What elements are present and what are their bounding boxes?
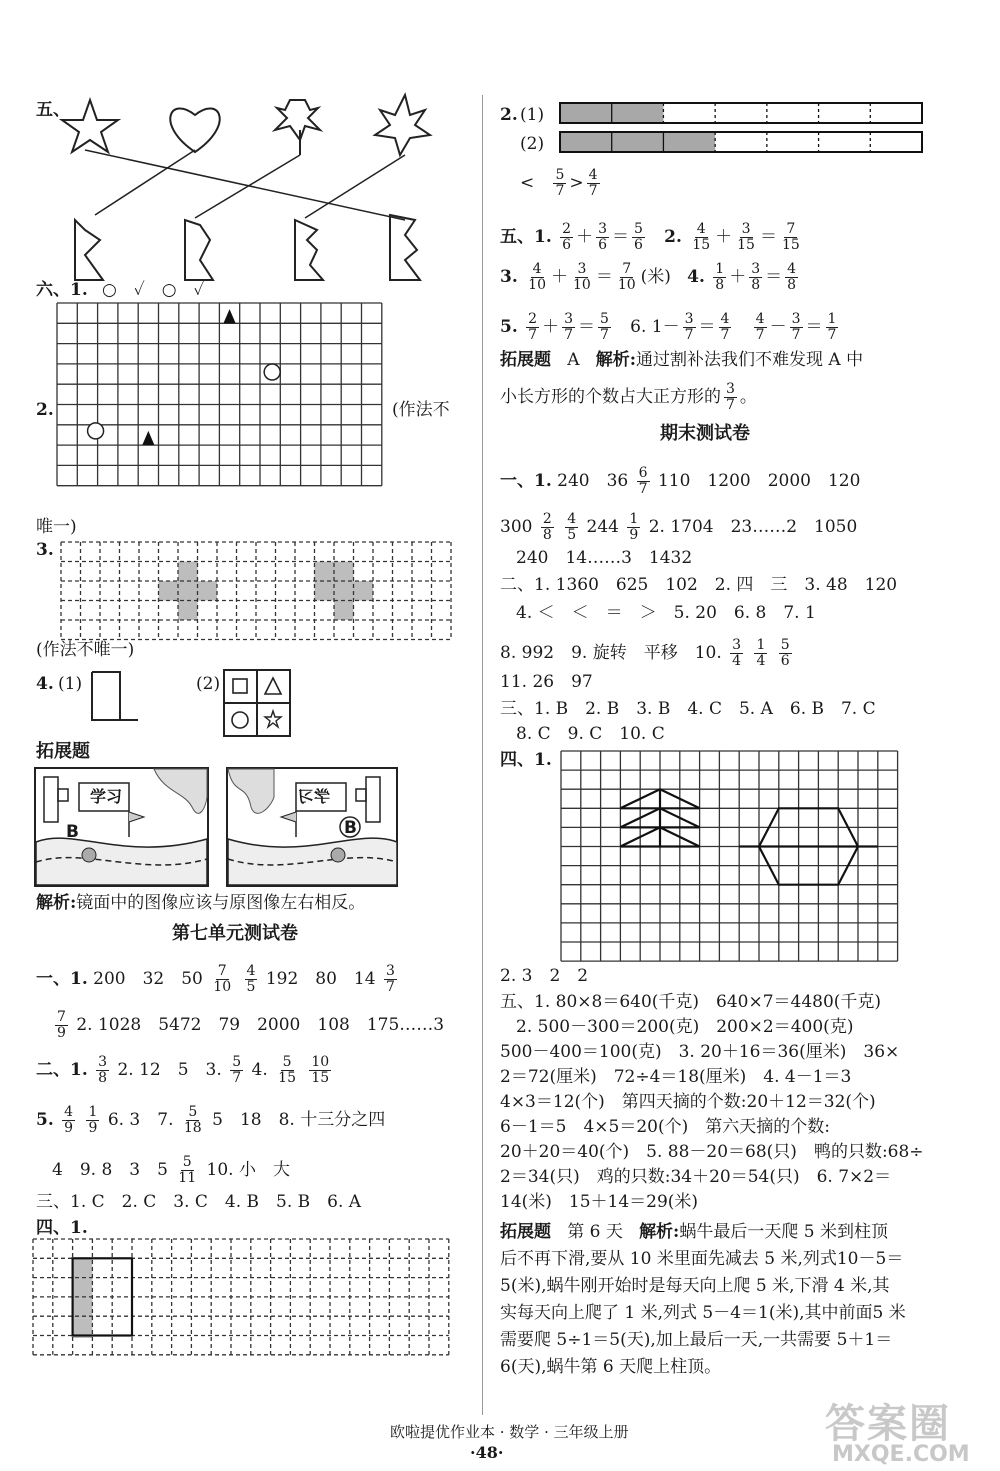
fraction: $\frac{1}{8}$ xyxy=(715,261,725,293)
shaded-cell xyxy=(178,562,198,582)
section-5-label: 五、 xyxy=(36,100,70,120)
shaded-cell xyxy=(198,581,218,601)
watermark-logo: 答案圈 xyxy=(825,1401,951,1447)
fraction: $\frac{4}{8}$ xyxy=(787,261,797,293)
mirror-picture-original xyxy=(34,767,209,887)
u7-row6: 三、1. C 2. C 3. C 4. B 5. B 6. A xyxy=(36,1192,362,1212)
fraction: $\frac{3}{7}$ xyxy=(726,381,735,413)
half-star-shape xyxy=(75,220,103,280)
final-s5-line: 五、1. 80×8＝640(千克) 640×7＝4480(千克) xyxy=(500,992,882,1012)
u7-row3 xyxy=(36,1055,334,1086)
fraction: $\frac{3}{7}$ xyxy=(791,311,801,343)
u7-row2 xyxy=(52,1010,444,1041)
half-heart-shape xyxy=(185,220,213,280)
q2-bar-1 xyxy=(558,101,924,125)
q6-2-grid xyxy=(56,302,386,487)
f-row2: 300 $\frac{2}{8}$ $\frac{4}{5}$ 244 $\frac{1}{9}$ 2. 1704 23……2 1050 xyxy=(500,511,858,543)
fraction: $\frac{2}{6}$ xyxy=(562,221,572,253)
q6-3-note: (作法不唯一) xyxy=(36,640,135,660)
triangle-symbol xyxy=(265,678,281,694)
r-s5-row2: 3. $\frac{4}{10}$ ＋ $\frac{3}{10}$ ＝ $\frac{7}{10}$ (米) 4. $\frac{1}{8}$ ＋ $\frac{3}{8}$ ＝ $\frac{4}{8}$ xyxy=(500,261,797,293)
f-row8: 三、1. B 2. B 3. B 4. C 5. A 6. B 7. C xyxy=(500,699,876,719)
fraction: $\frac{7}{10}$ xyxy=(617,261,636,293)
triangle-mark xyxy=(223,309,235,323)
fraction: $\frac{6}{7}$ xyxy=(638,465,648,497)
fraction: $\frac{3}{7}$ xyxy=(564,311,573,343)
fraction: $\frac{1}{9}$ xyxy=(629,511,639,543)
circle-mark xyxy=(88,423,104,439)
half-leaf-shape xyxy=(390,215,420,280)
mirror-picture-reflected xyxy=(226,767,398,887)
footer-page: ·48· xyxy=(470,1443,504,1462)
fraction: $\frac{1}{7}$ xyxy=(827,311,837,343)
match-line xyxy=(95,150,195,215)
watermark-site: MXQE.COM xyxy=(832,1442,970,1467)
u7-grid xyxy=(32,1238,457,1358)
sign-text-right: 学习 xyxy=(298,787,331,806)
final-s5-line: 14(米) 15＋14＝29(米) xyxy=(500,1192,699,1212)
fraction: $\frac{3}{15}$ xyxy=(737,221,755,253)
section-6-label: 六、1. xyxy=(36,280,88,300)
fraction: $\frac{3}{8}$ xyxy=(751,261,761,293)
q2-compare: < $\frac{5}{7}$ > $\frac{4}{7}$ xyxy=(520,167,598,199)
shaded-cell xyxy=(73,1298,93,1318)
letter-b-left: B xyxy=(66,822,79,842)
fraction: $\frac{4}{10}$ xyxy=(528,261,546,293)
q6-4-rect-figure xyxy=(90,670,140,722)
r-ext-row1: 拓展题 A 解析:通过割补法我们不难发现 A 中 xyxy=(500,350,864,370)
u7-row3-mid2: 4. xyxy=(251,1060,268,1080)
final-ext-line: 需要爬 5÷1＝5(天),加上最后一天,一共需要 5＋1＝ xyxy=(500,1330,893,1350)
shaded-cell xyxy=(334,562,354,582)
star-shape xyxy=(62,100,118,152)
f-row10: 四、1. xyxy=(500,750,552,770)
shaded-cell xyxy=(178,581,198,601)
q2-part2: (2) xyxy=(520,134,545,154)
u7-row3-mid: 2. 12 5 3. xyxy=(117,1060,222,1080)
fraction: $\frac{5}{7}$ xyxy=(232,1054,242,1086)
analysis-left xyxy=(36,893,365,913)
q6-4-part1: (1) xyxy=(58,674,83,694)
fraction: $\frac{2}{7}$ xyxy=(528,311,538,343)
section-6-marks: ○ ✓ ○ ✓ xyxy=(102,280,205,300)
fraction: $\frac{1}{9}$ xyxy=(88,1104,98,1136)
footer-book: 欧啦提优作业本 · 数学 · 三年级上册 xyxy=(390,1423,629,1441)
f-row4: 二、1. 1360 625 102 2. 四 三 3. 48 120 xyxy=(500,575,898,595)
analysis-label: 解析: xyxy=(36,893,77,913)
analysis-text: 镜面中的图像应该与原图像左右相反。 xyxy=(76,893,366,913)
fraction: $\frac{3}{4}$ xyxy=(732,637,742,669)
q6-4-symbol-grid xyxy=(222,668,292,738)
final-s5-line: 2＝34(只) 鸡的只数:34＋20＝54(只) 6. 7×2＝ xyxy=(500,1167,892,1187)
q6-2-note-b: 唯一) xyxy=(36,517,77,537)
fraction: $\frac{3}{10}$ xyxy=(572,261,591,293)
fraction: $\frac{2}{8}$ xyxy=(542,511,552,543)
u7-row3-prefix: 二、1. xyxy=(36,1060,88,1080)
sign-text-left: 学习 xyxy=(90,787,123,806)
fraction: $\frac{4}{9}$ xyxy=(64,1104,74,1136)
q6-3-label: 3. xyxy=(36,540,54,560)
q2-part1: (1) xyxy=(520,105,545,125)
fraction: $\frac{4}{7}$ xyxy=(720,311,730,343)
u7-row5 xyxy=(52,1155,290,1186)
f-row5: 4. ＜ ＜ ＝ ＞ 5. 20 6. 8 7. 1 xyxy=(516,603,816,623)
final-exam-title: 期末测试卷 xyxy=(660,423,750,444)
unit7-title: 第七单元测试卷 xyxy=(172,923,298,944)
fraction: $\frac{10}{15}$ xyxy=(311,1054,330,1086)
letter-b-right: B xyxy=(344,818,357,838)
fraction: $\frac{5}{11}$ xyxy=(178,1154,197,1186)
heart-shape xyxy=(170,108,219,152)
q6-4-part2: (2) xyxy=(196,674,221,694)
shaded-part xyxy=(560,132,715,152)
f-row6: 8. 992 9. 旋转 平移 10. $\frac{3}{4}$ $\frac{1}{4}$ $\frac{5}{6}$ xyxy=(500,637,790,669)
u7-row5-tail: 10. 小 大 xyxy=(206,1160,290,1180)
u7-row4-tail: 5 18 8. 十三分之四 xyxy=(212,1110,386,1130)
u7-row1 xyxy=(36,964,400,995)
q6-4-label: 4. xyxy=(36,674,54,694)
u7-row1-values2: 192 80 14 xyxy=(265,969,376,989)
ext-title-left: 拓展题 xyxy=(36,741,90,762)
fraction: $\frac{5}{6}$ xyxy=(780,637,790,669)
fraction: $\frac{3}{8}$ xyxy=(98,1054,108,1086)
shaded-cell xyxy=(73,1279,93,1299)
final-ext-line: 6(天),蜗牛第 6 天爬上柱顶。 xyxy=(500,1357,722,1377)
matching-figure xyxy=(55,90,455,295)
u7-row4-mid: 6. 3 7. xyxy=(107,1110,174,1130)
fraction: $\frac{4}{7}$ xyxy=(755,311,765,343)
shaded-cell xyxy=(334,581,354,601)
q6-2-label: 2. xyxy=(36,400,54,420)
fraction: $\frac{4}{5}$ xyxy=(246,963,256,995)
u7-row4 xyxy=(36,1105,385,1136)
triangle-mark xyxy=(142,431,154,445)
fraction: $\frac{3}{6}$ xyxy=(598,221,607,253)
shaded-cell xyxy=(73,1259,93,1279)
shaded-cell xyxy=(159,581,179,601)
fraction: $\frac{4}{15}$ xyxy=(692,221,711,253)
star-symbol xyxy=(265,711,281,727)
match-line xyxy=(195,155,300,218)
final-s5-line: 4×3＝12(个) 第四天摘的个数:20＋12＝32(个) xyxy=(500,1092,876,1112)
final-ext-line: 实每天向上爬了 1 米,列式 5－4＝1(米),其中前面5 米 xyxy=(500,1303,906,1323)
fraction: $\frac{5}{7}$ xyxy=(600,311,609,343)
square-symbol xyxy=(233,679,247,693)
half-flower-shape xyxy=(295,220,323,280)
shaded-cell xyxy=(334,601,354,621)
f-row1: 一、1. 240 36 $\frac{6}{7}$ 110 1200 2000 120 xyxy=(500,465,861,497)
fraction: $\frac{5}{6}$ xyxy=(634,221,643,253)
f-row9: 8. C 9. C 10. C xyxy=(516,724,665,744)
u7-row1-prefix: 一、1. xyxy=(36,969,88,989)
fraction: $\frac{5}{15}$ xyxy=(278,1054,296,1086)
u7-row4-prefix: 5. xyxy=(36,1110,54,1130)
fraction: $\frac{7}{15}$ xyxy=(781,221,800,253)
r-s5-row1: 五、1. $\frac{2}{6}$ ＋ $\frac{3}{6}$ ＝ $\frac{5}{6}$ 2. $\frac{4}{15}$ ＋ $\frac{3}{15}$ ＝ $\frac{7}{15}$ xyxy=(500,221,800,253)
column-divider xyxy=(482,95,483,1415)
f-row3: 240 14……3 1432 xyxy=(516,548,693,568)
final-ext-line: 后不再下滑,要从 10 米里面先减去 5 米,列式10－5＝ xyxy=(500,1249,904,1269)
u7-row2-text: 2. 1028 5472 79 2000 108 175……3 xyxy=(76,1015,445,1035)
circle-symbol xyxy=(232,712,248,728)
u7-row5-text: 4 9. 8 3 5 xyxy=(52,1160,168,1180)
fraction: $\frac{5}{7}$ xyxy=(555,167,565,199)
final-s5-line: 2＝72(厘米) 72÷4＝18(厘米) 4. 4－1＝3 xyxy=(500,1067,852,1087)
f-row7: 11. 26 97 xyxy=(500,672,593,692)
shaded-cell xyxy=(315,562,335,582)
fraction: $\frac{4}{5}$ xyxy=(567,511,577,543)
q6-2-note-a: (作法不 xyxy=(392,400,450,420)
q2-label: 2. xyxy=(500,105,518,125)
final-ext-line: 5(米),蜗牛刚开始时是每天向上爬 5 米,下滑 4 米,其 xyxy=(500,1276,890,1296)
shaded-cell xyxy=(315,581,335,601)
final-s5-line: 2. 500－300＝200(克) 200×2＝400(克) xyxy=(516,1017,854,1037)
final-s5-line: 6－1＝5 4×5＝20(个) 第六天摘的个数: xyxy=(500,1117,830,1137)
u7-row1-values: 200 32 50 xyxy=(93,969,203,989)
fraction: $\frac{3}{7}$ xyxy=(385,963,395,995)
leaf-shape xyxy=(375,95,430,155)
f-row11: 2. 3 2 2 xyxy=(500,966,589,986)
flower-shape xyxy=(275,100,320,155)
fraction: $\frac{5}{18}$ xyxy=(183,1104,202,1136)
circle-mark xyxy=(264,364,280,380)
shaded-cell xyxy=(178,601,198,621)
fraction: $\frac{3}{7}$ xyxy=(684,311,694,343)
f-ext-row1: 拓展题 第 6 天 解析:蜗牛最后一天爬 5 米到柱顶 xyxy=(500,1222,888,1242)
r-s5-row3: 5. $\frac{2}{7}$ ＋ $\frac{3}{7}$ ＝ $\frac{5}{7}$ 6. 1－ $\frac{3}{7}$ ＝ $\frac{4}{7}$ $\frac{4}{7}$ － $\frac{3}{7}$ ＝ $\frac{1}{7}$ xyxy=(500,311,837,343)
fraction: $\frac{7}{9}$ xyxy=(57,1009,66,1041)
fraction: $\frac{1}{4}$ xyxy=(756,637,766,669)
final-s5-line: 20＋20＝40(个) 5. 88－20＝68(只) 鸭的只数:68÷ xyxy=(500,1142,924,1162)
u7-row7: 四、1. xyxy=(36,1218,88,1238)
r-ext-row2: 小长方形的个数占大正方形的 $\frac{3}{7}$ 。 xyxy=(500,381,757,413)
fraction: $\frac{7}{10}$ xyxy=(213,963,232,995)
fraction: $\frac{4}{7}$ xyxy=(588,167,598,199)
shaded-cell xyxy=(354,581,374,601)
q6-3-grid xyxy=(60,541,455,641)
q2-bar-2 xyxy=(558,130,924,154)
final-s5-line: 500－400＝100(克) 3. 20＋16＝36(厘米) 36× xyxy=(500,1042,900,1062)
final-grid xyxy=(560,750,900,962)
